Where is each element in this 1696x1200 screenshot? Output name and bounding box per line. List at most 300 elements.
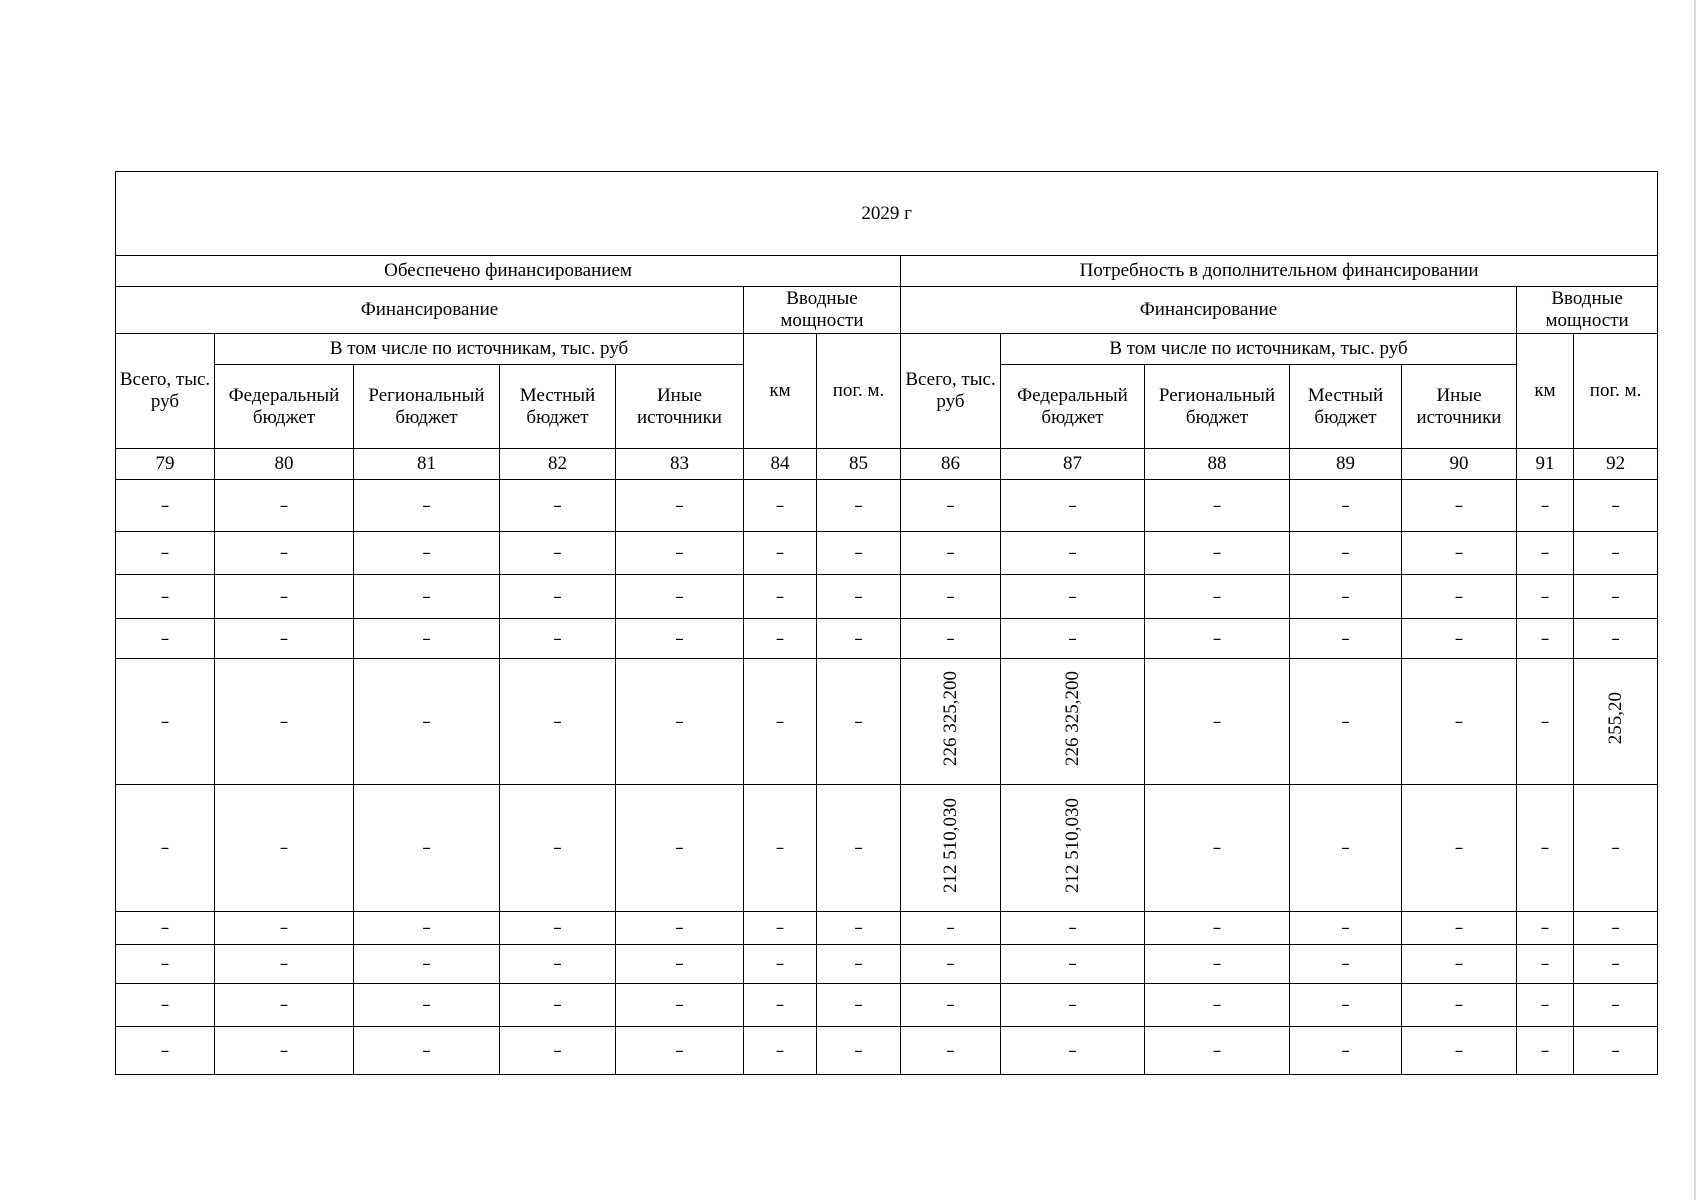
dash-value: – <box>1068 543 1077 564</box>
dash-value: – <box>553 918 562 939</box>
table-cell <box>354 785 500 912</box>
dash-value: – <box>1454 586 1464 607</box>
dash-value: – <box>946 995 955 1016</box>
dash-value: – <box>775 918 785 939</box>
table-cell <box>1402 912 1517 945</box>
table-cell <box>616 984 744 1027</box>
table-cell <box>1001 945 1145 984</box>
table-cell <box>215 945 354 984</box>
table-cell <box>215 912 354 945</box>
table-cell <box>817 984 901 1027</box>
dash-value: – <box>160 918 170 939</box>
table-cell <box>1290 945 1402 984</box>
table-cell <box>744 480 817 532</box>
table-cell <box>1145 532 1290 575</box>
dash-value: – <box>854 838 863 859</box>
dash-value: – <box>1454 495 1464 516</box>
table-cell <box>1290 785 1402 912</box>
column-number: 79 <box>116 449 215 480</box>
dash-value: – <box>422 628 431 649</box>
dash-value: – <box>160 628 170 649</box>
dash-value: – <box>553 586 562 607</box>
table-cell <box>1290 532 1402 575</box>
dash-value: – <box>1611 918 1620 939</box>
table-cell <box>1517 984 1574 1027</box>
dash-value: – <box>422 543 431 564</box>
table-cell <box>744 785 817 912</box>
dash-value: – <box>1454 543 1464 564</box>
dash-value: – <box>1068 495 1077 516</box>
dash-value: – <box>1068 1040 1077 1061</box>
dash-value: – <box>553 543 562 564</box>
column-number: 91 <box>1517 449 1574 480</box>
dash-value: – <box>1068 995 1077 1016</box>
dash-value: – <box>422 954 431 975</box>
table-cell <box>116 619 215 659</box>
table-cell <box>616 532 744 575</box>
dash-value: – <box>279 1040 289 1061</box>
table-cell <box>616 785 744 912</box>
table-cell <box>354 984 500 1027</box>
table-cell <box>1145 659 1290 785</box>
table-cell <box>116 575 215 619</box>
table-cell <box>901 480 1001 532</box>
table-cell <box>1574 984 1658 1027</box>
dash-value: – <box>1341 495 1350 516</box>
table-cell <box>354 945 500 984</box>
dash-value: – <box>1540 586 1550 607</box>
table-cell <box>215 532 354 575</box>
dash-value: – <box>160 495 170 516</box>
table-cell <box>500 659 616 785</box>
table-cell <box>354 1027 500 1075</box>
dash-value: – <box>1540 1040 1550 1061</box>
table-cell <box>1145 912 1290 945</box>
table-cell <box>1574 945 1658 984</box>
table-cell <box>1517 480 1574 532</box>
table-cell <box>354 480 500 532</box>
dash-value: – <box>775 543 785 564</box>
table-cell <box>116 1027 215 1075</box>
dash-value: – <box>422 711 431 732</box>
dash-value: – <box>1611 586 1620 607</box>
dash-value: – <box>675 711 684 732</box>
group-need-header: Потребность в дополнительном финансировании <box>901 256 1658 287</box>
table-cell <box>1574 619 1658 659</box>
table-cell <box>901 532 1001 575</box>
dash-value: – <box>422 495 431 516</box>
table-cell <box>500 575 616 619</box>
table-row <box>116 659 1658 785</box>
table-cell <box>901 945 1001 984</box>
table-row <box>116 785 1658 912</box>
table-cell <box>116 912 215 945</box>
dash-value: – <box>1068 954 1077 975</box>
dash-value: – <box>1540 995 1550 1016</box>
dash-value: – <box>775 711 785 732</box>
table-row <box>116 619 1658 659</box>
table-row <box>116 912 1658 945</box>
header-row-year <box>116 172 1658 256</box>
table-cell <box>616 480 744 532</box>
table-cell <box>1290 619 1402 659</box>
dash-value: – <box>1212 838 1222 859</box>
dash-value: – <box>160 995 170 1016</box>
rotated-value: 226 325,200 <box>1061 671 1083 767</box>
dash-value: – <box>1540 838 1550 859</box>
dash-value: – <box>279 543 289 564</box>
dash-value: – <box>553 838 562 859</box>
dash-value: – <box>775 495 785 516</box>
table-cell <box>1290 1027 1402 1075</box>
table-cell <box>616 912 744 945</box>
column-number-row <box>116 449 1658 480</box>
dash-value: – <box>160 711 170 732</box>
sources-header-secured: В том числе по источникам, тыс. руб <box>215 334 744 365</box>
dash-value: – <box>775 995 785 1016</box>
rotated-value: 255,20 <box>1604 692 1626 745</box>
dash-value: – <box>775 954 785 975</box>
col-other-secured: Иные источники <box>616 365 744 449</box>
dash-value: – <box>553 628 562 649</box>
dash-value: – <box>1341 1040 1350 1061</box>
dash-value: – <box>279 838 289 859</box>
table-cell <box>215 480 354 532</box>
dash-value: – <box>1212 918 1222 939</box>
table-cell <box>1517 532 1574 575</box>
col-regional-secured: Региональный бюджет <box>354 365 500 449</box>
dash-value: – <box>1611 954 1620 975</box>
dash-value: – <box>854 954 863 975</box>
dash-value: – <box>854 918 863 939</box>
table-cell <box>116 532 215 575</box>
table-cell <box>817 912 901 945</box>
dash-value: – <box>854 995 863 1016</box>
dash-value: – <box>1212 543 1222 564</box>
dash-value: – <box>160 586 170 607</box>
table-cell <box>354 532 500 575</box>
table-row <box>116 575 1658 619</box>
table-cell <box>116 945 215 984</box>
table-cell <box>1001 785 1145 912</box>
column-number: 82 <box>500 449 616 480</box>
table-cell <box>1001 619 1145 659</box>
table-cell <box>500 619 616 659</box>
dash-value: – <box>1540 543 1550 564</box>
table-cell <box>1574 1027 1658 1075</box>
table-cell <box>744 912 817 945</box>
dash-value: – <box>1341 995 1350 1016</box>
table-cell <box>817 532 901 575</box>
table-cell <box>1574 575 1658 619</box>
data-rows <box>116 480 1658 1075</box>
table-cell <box>1402 619 1517 659</box>
column-number: 90 <box>1402 449 1517 480</box>
dash-value: – <box>1341 586 1350 607</box>
table-cell <box>1402 1027 1517 1075</box>
dash-value: – <box>1540 711 1550 732</box>
dash-value: – <box>675 543 684 564</box>
financing-table <box>115 171 1658 1075</box>
table-cell <box>1402 984 1517 1027</box>
table-cell <box>215 1027 354 1075</box>
dash-value: – <box>1611 495 1620 516</box>
dash-value: – <box>675 954 684 975</box>
dash-value: – <box>946 1040 955 1061</box>
table-cell <box>744 532 817 575</box>
dash-value: – <box>1341 838 1350 859</box>
table-cell <box>901 619 1001 659</box>
rotated-value: 226 325,200 <box>939 671 961 767</box>
dash-value: – <box>279 628 289 649</box>
table-cell <box>215 619 354 659</box>
dash-value: – <box>1454 711 1464 732</box>
col-km-need: км <box>1517 334 1574 449</box>
capacity-header-need: Вводные мощности <box>1517 287 1658 334</box>
dash-value: – <box>1611 995 1620 1016</box>
dash-value: – <box>1540 918 1550 939</box>
dash-value: – <box>279 995 289 1016</box>
column-number: 80 <box>215 449 354 480</box>
dash-value: – <box>1212 586 1222 607</box>
table-row <box>116 984 1658 1027</box>
table-cell <box>500 785 616 912</box>
table-cell <box>1290 480 1402 532</box>
table-cell <box>1145 785 1290 912</box>
table-cell <box>1402 480 1517 532</box>
dash-value: – <box>1611 628 1620 649</box>
table-cell <box>215 575 354 619</box>
dash-value: – <box>160 1040 170 1061</box>
dash-value: – <box>775 586 785 607</box>
dash-value: – <box>1341 918 1350 939</box>
table-cell <box>616 575 744 619</box>
col-pog-need: пог. м. <box>1574 334 1658 449</box>
dash-value: – <box>553 495 562 516</box>
dash-value: – <box>1454 838 1464 859</box>
dash-value: – <box>1611 1040 1620 1061</box>
col-local-need: Местный бюджет <box>1290 365 1402 449</box>
table-cell <box>744 659 817 785</box>
table-cell <box>1145 945 1290 984</box>
table-cell <box>1402 659 1517 785</box>
table-cell <box>1001 984 1145 1027</box>
dash-value: – <box>854 711 863 732</box>
dash-value: – <box>946 954 955 975</box>
dash-value: – <box>946 495 955 516</box>
rotated-value: 212 510,030 <box>1061 797 1083 893</box>
table-cell <box>744 575 817 619</box>
table-cell <box>1001 575 1145 619</box>
dash-value: – <box>553 995 562 1016</box>
dash-value: – <box>854 543 863 564</box>
col-regional-need: Региональный бюджет <box>1145 365 1290 449</box>
column-number: 81 <box>354 449 500 480</box>
table-cell <box>1145 575 1290 619</box>
table-cell <box>744 1027 817 1075</box>
dash-value: – <box>422 838 431 859</box>
table-cell <box>901 912 1001 945</box>
dash-value: – <box>1212 711 1222 732</box>
table-cell <box>616 659 744 785</box>
dash-value: – <box>1454 918 1464 939</box>
table-cell <box>1145 984 1290 1027</box>
dash-value: – <box>1611 838 1620 859</box>
table-cell <box>817 659 901 785</box>
table-cell <box>1290 659 1402 785</box>
table-cell <box>817 1027 901 1075</box>
table-cell <box>1517 912 1574 945</box>
table-cell <box>1290 575 1402 619</box>
table-cell <box>901 984 1001 1027</box>
dash-value: – <box>1540 628 1550 649</box>
dash-value: – <box>279 495 289 516</box>
dash-value: – <box>775 1040 785 1061</box>
table-cell <box>817 480 901 532</box>
table-cell <box>1001 912 1145 945</box>
table-cell <box>116 480 215 532</box>
dash-value: – <box>1212 1040 1222 1061</box>
dash-value: – <box>1068 628 1077 649</box>
dash-value: – <box>160 954 170 975</box>
column-number: 88 <box>1145 449 1290 480</box>
table-cell <box>817 785 901 912</box>
table-cell <box>1001 532 1145 575</box>
dash-value: – <box>1341 954 1350 975</box>
table-cell <box>1402 785 1517 912</box>
dash-value: – <box>422 1040 431 1061</box>
dash-value: – <box>775 628 785 649</box>
table-cell <box>215 659 354 785</box>
table-cell <box>817 619 901 659</box>
capacity-header-secured: Вводные мощности <box>744 287 901 334</box>
table-row <box>116 945 1658 984</box>
dash-value: – <box>946 628 955 649</box>
dash-value: – <box>946 543 955 564</box>
col-federal-need: Федеральный бюджет <box>1001 365 1145 449</box>
table-cell <box>500 945 616 984</box>
column-number: 86 <box>901 449 1001 480</box>
dash-value: – <box>775 838 785 859</box>
dash-value: – <box>675 838 684 859</box>
dash-value: – <box>675 995 684 1016</box>
table-row <box>116 1027 1658 1075</box>
table-cell <box>116 659 215 785</box>
table-cell <box>744 619 817 659</box>
rotated-value: 212 510,030 <box>939 797 961 893</box>
table-cell <box>500 912 616 945</box>
dash-value: – <box>553 1040 562 1061</box>
column-number: 85 <box>817 449 901 480</box>
dash-value: – <box>422 995 431 1016</box>
group-secured-header: Обеспечено финансированием <box>116 256 901 287</box>
financing-header-need: Финансирование <box>901 287 1517 334</box>
dash-value: – <box>1212 628 1222 649</box>
table-cell <box>354 575 500 619</box>
table-cell <box>1145 1027 1290 1075</box>
col-other-need: Иные источники <box>1402 365 1517 449</box>
table-cell <box>817 575 901 619</box>
column-number: 92 <box>1574 449 1658 480</box>
table-cell <box>215 984 354 1027</box>
column-number: 83 <box>616 449 744 480</box>
financing-header-secured: Финансирование <box>116 287 744 334</box>
dash-value: – <box>946 918 955 939</box>
table-cell <box>1574 480 1658 532</box>
dash-value: – <box>1540 495 1550 516</box>
dash-value: – <box>1068 586 1077 607</box>
table-cell <box>901 575 1001 619</box>
header-row-subgroups <box>116 287 1658 334</box>
dash-value: – <box>1611 543 1620 564</box>
table-cell <box>1574 659 1658 785</box>
table-cell <box>616 1027 744 1075</box>
table-cell <box>1574 532 1658 575</box>
dash-value: – <box>1341 711 1350 732</box>
table-cell <box>616 945 744 984</box>
table-row <box>116 532 1658 575</box>
sources-header-need: В том числе по источникам, тыс. руб <box>1001 334 1517 365</box>
table-cell <box>1001 480 1145 532</box>
dash-value: – <box>1454 1040 1464 1061</box>
col-federal-secured: Федеральный бюджет <box>215 365 354 449</box>
dash-value: – <box>1454 995 1464 1016</box>
header-row-groups <box>116 256 1658 287</box>
dash-value: – <box>854 628 863 649</box>
dash-value: – <box>854 1040 863 1061</box>
column-number: 89 <box>1290 449 1402 480</box>
table-cell <box>901 659 1001 785</box>
dash-value: – <box>279 586 289 607</box>
dash-value: – <box>1212 995 1222 1016</box>
table-cell <box>1001 659 1145 785</box>
dash-value: – <box>160 838 170 859</box>
col-km-secured: км <box>744 334 817 449</box>
year-title: 2029 г <box>116 172 1658 256</box>
col-total-need: Всего, тыс. руб <box>901 334 1001 449</box>
table-cell <box>1145 619 1290 659</box>
dash-value: – <box>854 586 863 607</box>
dash-value: – <box>675 586 684 607</box>
dash-value: – <box>1454 954 1464 975</box>
table-cell <box>1517 945 1574 984</box>
column-number: 87 <box>1001 449 1145 480</box>
table-cell <box>1001 1027 1145 1075</box>
col-pog-secured: пог. м. <box>817 334 901 449</box>
dash-value: – <box>1341 543 1350 564</box>
dash-value: – <box>422 918 431 939</box>
table-cell <box>616 619 744 659</box>
table-cell <box>1517 785 1574 912</box>
dash-value: – <box>553 954 562 975</box>
dash-value: – <box>1540 954 1550 975</box>
dash-value: – <box>279 954 289 975</box>
dash-value: – <box>1212 495 1222 516</box>
table-cell <box>354 912 500 945</box>
table-cell <box>354 659 500 785</box>
dash-value: – <box>1068 918 1077 939</box>
col-local-secured: Местный бюджет <box>500 365 616 449</box>
table-cell <box>1402 532 1517 575</box>
dash-value: – <box>1454 628 1464 649</box>
header-row-sources <box>116 334 1658 365</box>
dash-value: – <box>553 711 562 732</box>
dash-value: – <box>279 711 289 732</box>
table-cell <box>817 945 901 984</box>
table-cell <box>1290 984 1402 1027</box>
table-cell <box>1145 480 1290 532</box>
table-cell <box>744 984 817 1027</box>
